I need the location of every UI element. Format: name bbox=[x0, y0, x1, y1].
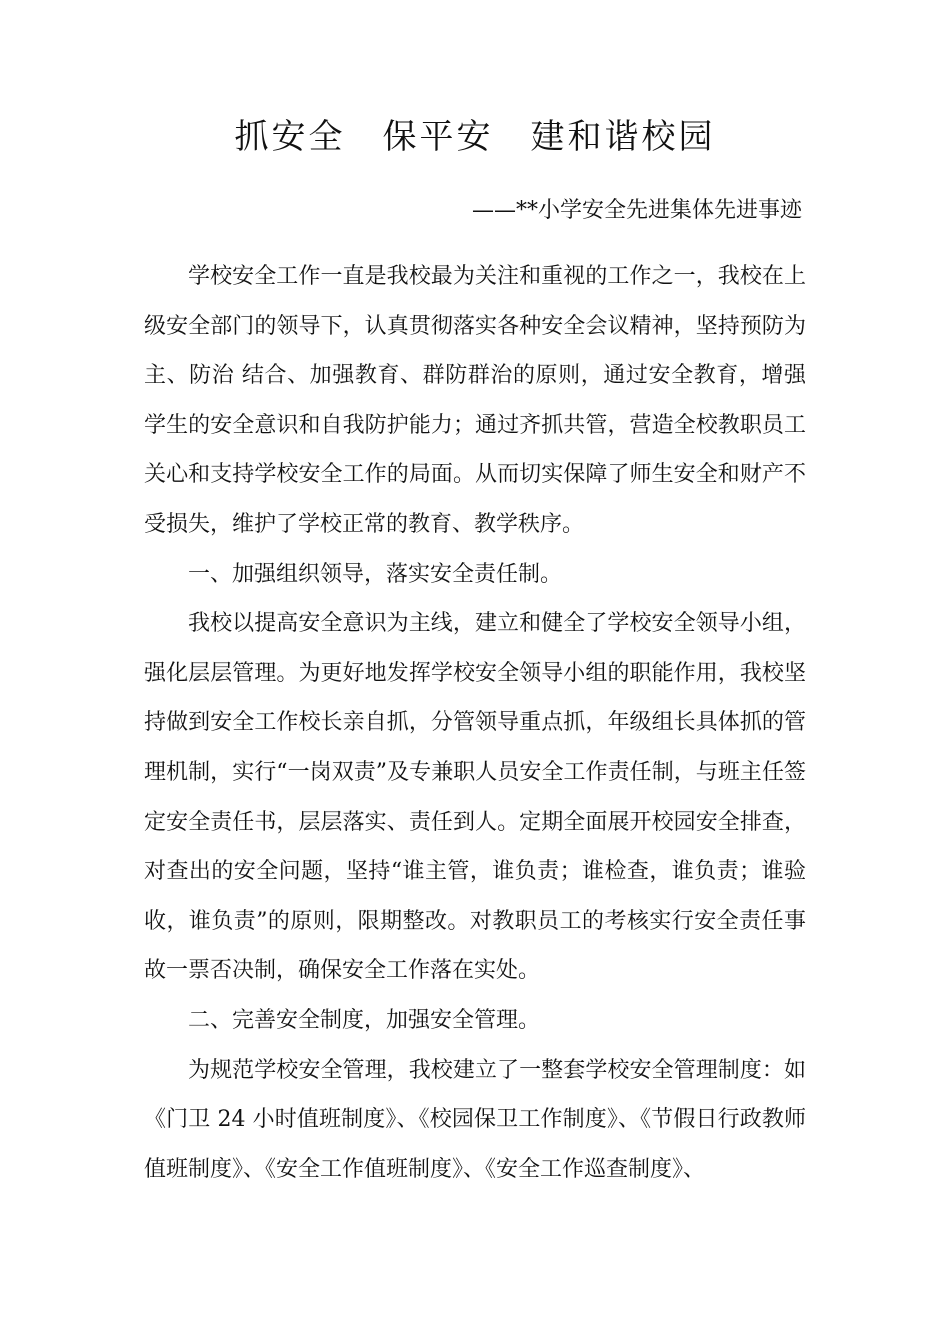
section-heading-1: 一、加强组织领导，落实安全责任制。 bbox=[188, 561, 563, 587]
paragraph-section-2: 为规范学校安全管理，我校建立了一整套学校安全管理制度：如《门卫 24 小时值班制度》、《校园保卫工作制度》、《节假日行政教师值班制度》、《安全工作值班制度》、《安全工作巡查制度》、 bbox=[144, 1057, 806, 1182]
document-body bbox=[144, 252, 806, 1194]
paragraph-intro: 学校安全工作一直是我校最为关注和重视的工作之一，我校在上级安全部门的领导下，认真贯彻落实各种安全会议精神，坚持预防为主、防治 结合、加强教育、群防群治的原则，通过安全教育，增强学生的安全意识和自我防护能力；通过齐抓共管，营造全校教职员工关心和支持学校安全工作的局面。从而切实保障了师生安全和财产不受损失，维护了学校正常的教育、教学秩序。 bbox=[144, 264, 806, 537]
paragraph-section-1: 我校以提高安全意识为主线，建立和健全了学校安全领导小组，强化层层管理。为更好地发挥学校安全领导小组的职能作用，我校坚持做到安全工作校长亲自抓，分管领导重点抓，年级组长具体抓的管理机制，实行“一岗双责”及专兼职人员安全工作责任制，与班主任签定安全责任书，层层落实、责任到人。定期全面展开校园安全排查，对查出的安全问题，坚持“谁主管，谁负责；谁检查，谁负责；谁验收，谁负责”的原则，限期整改。对教职员工的考核实行安全责任事故一票否决制，确保安全工作落在实处。 bbox=[144, 611, 806, 984]
section-heading-2: 二、完善安全制度，加强安全管理。 bbox=[188, 1007, 541, 1033]
document-title: 抓安全 保平安 建和谐校园 bbox=[234, 117, 716, 157]
document-subtitle: ——**小学安全先进集体先进事迹 bbox=[471, 198, 802, 223]
